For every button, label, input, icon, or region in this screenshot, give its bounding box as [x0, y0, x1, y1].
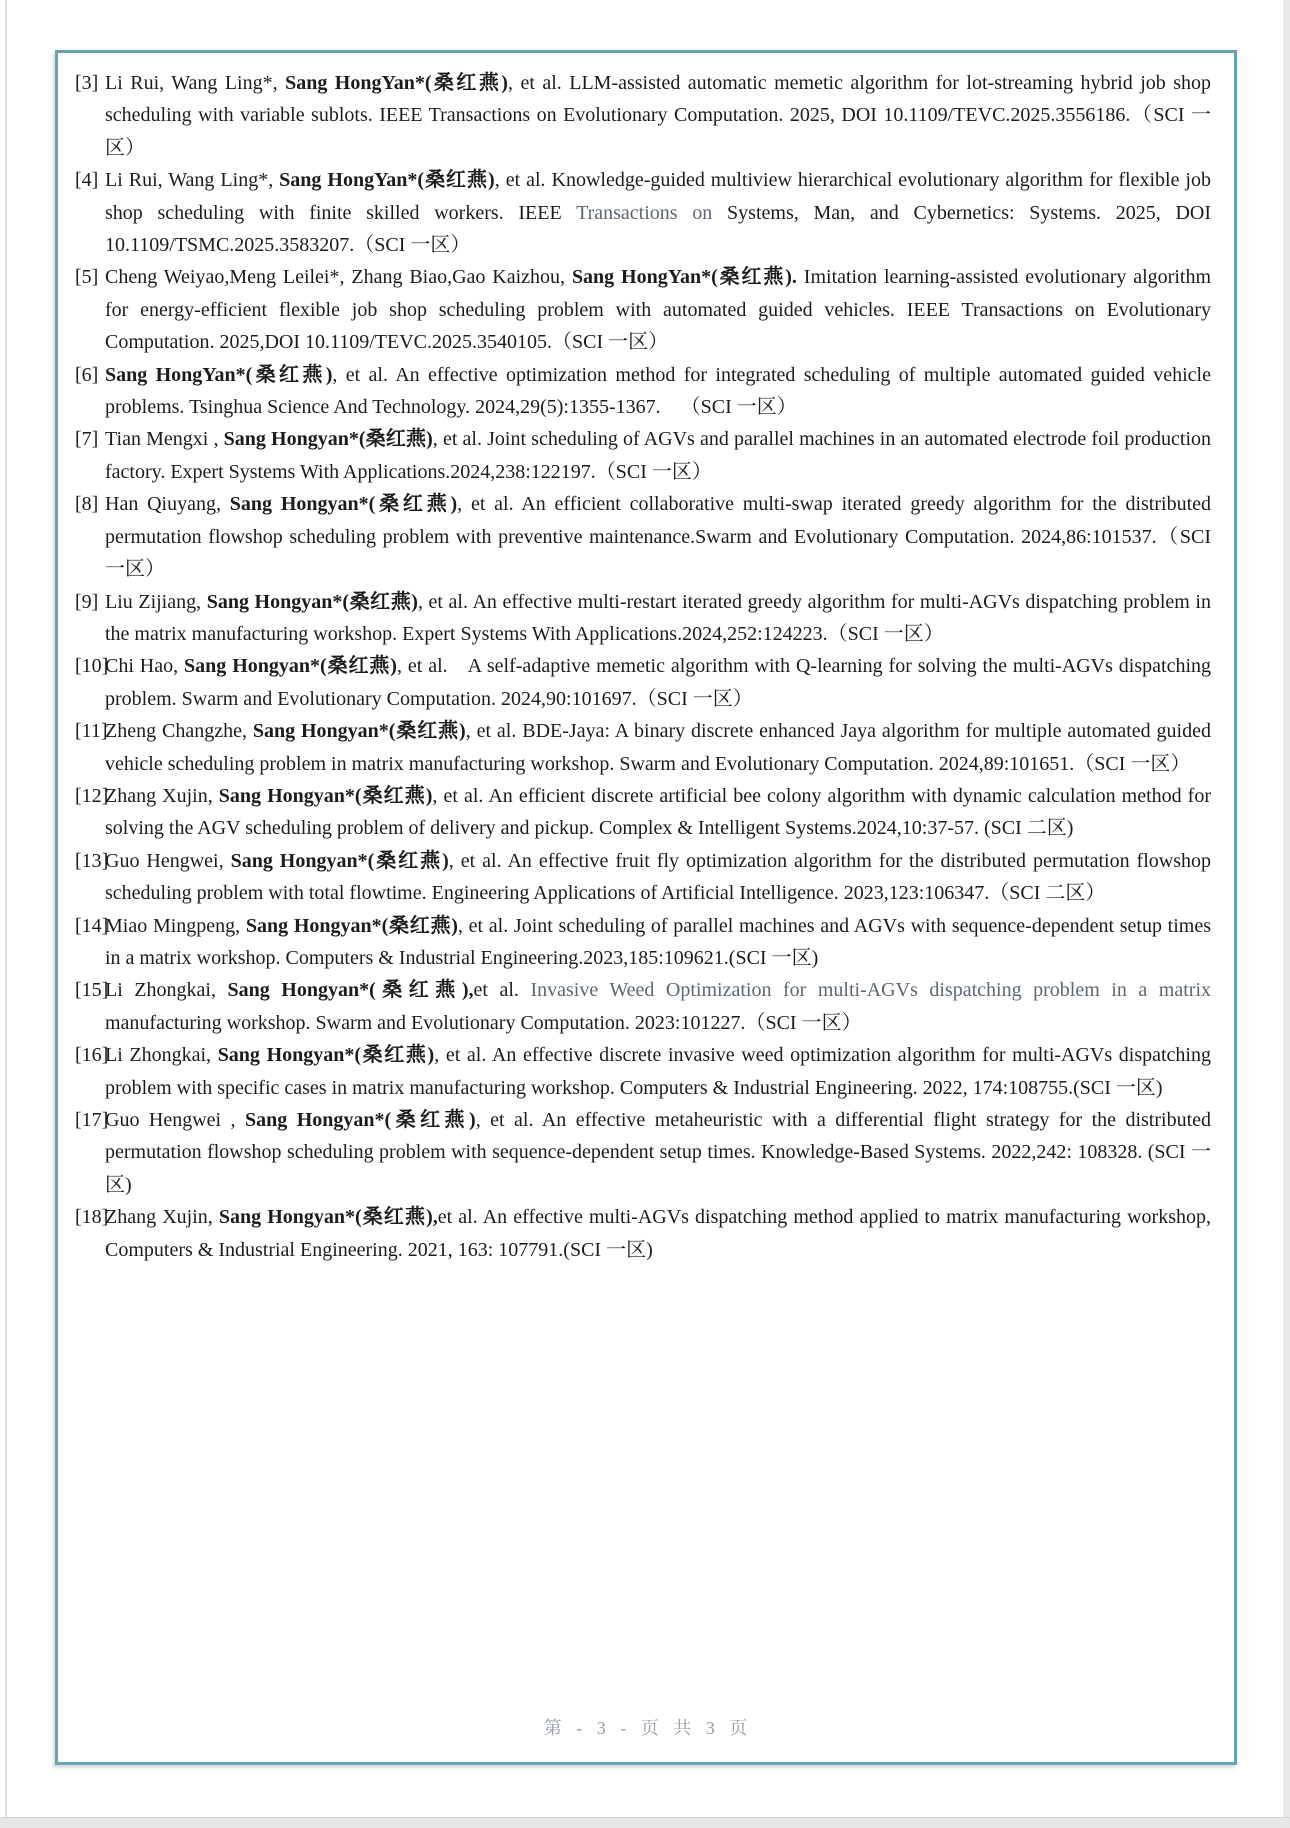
- reference-text: [105, 655, 1211, 709]
- reference-segment: Invasive Weed Optimization for multi-AGVs dispatching problem in a matrix: [530, 979, 1211, 1002]
- reference-segment: Zhang Xujin,: [105, 784, 219, 807]
- reference-segment: Systems, Man, and Cybernetics: Systems. 2025, DOI 10.1109/TSMC.2025.3583207.（SCI 一区）: [105, 201, 1212, 257]
- reference-segment: , et al. An effective fruit fly optimization algorithm for the distributed permutation flowshop scheduling problem with total flowtime. Engineering Applications of Artificial Intelligence. 2023,123:106347.（SCI 二区）: [105, 849, 1212, 905]
- reference-number: [3]: [75, 72, 99, 94]
- reference-segment: Guo Hengwei ,: [105, 1109, 246, 1131]
- page-bottom-edge: [0, 1817, 1290, 1828]
- reference-item: [75, 910, 1211, 975]
- reference-number: [7]: [75, 428, 99, 451]
- reference-segment: Li Rui, Wang Ling*,: [105, 72, 286, 94]
- reference-text: [105, 915, 1211, 969]
- publication-list: [75, 67, 1211, 1266]
- reference-number: [13]: [75, 849, 109, 872]
- reference-text: [105, 1206, 1211, 1260]
- reference-number: [9]: [75, 590, 99, 613]
- author-highlight: Sang Hongyan*(桑红燕),: [218, 1206, 438, 1229]
- reference-segment: Cheng Weiyao,Meng Leilei*, Zhang Biao,Gao Kaizhou,: [105, 266, 572, 289]
- reference-segment: Zheng Changzhe,: [105, 720, 253, 743]
- author-highlight: Sang Hongyan*(桑红燕): [252, 720, 466, 743]
- reference-text: [105, 72, 1211, 159]
- reference-number: [8]: [75, 493, 99, 516]
- reference-segment: , et al. An effective multi-restart iterated greedy algorithm for multi-AGVs dispatching problem in the matrix manufacturing workshop. Expert Systems With Applications.2024,252:124223.（SCI 一区）: [105, 590, 1211, 645]
- reference-item: [75, 164, 1211, 261]
- reference-item: [75, 423, 1211, 488]
- reference-segment: , et al. Joint scheduling of parallel machines and AGVs with sequence-dependent setup times in a matrix workshop. Computers & Industrial Engineering.2023,185:109621.(SCI 一区): [105, 914, 1211, 969]
- author-highlight: Sang HongYan*(桑红燕): [279, 169, 495, 192]
- reference-segment: , et al. An efficient collaborative multi-swap iterated greedy algorithm for the distributed permutation flowshop scheduling problem with preventive maintenance.Swarm and Evolutionary Computation. 2024,86:101537.（SCI 一区）: [105, 493, 1211, 581]
- reference-segment: Tian Mengxi ,: [105, 428, 224, 451]
- reference-segment: , et al. LLM-assisted automatic memetic algorithm for lot-streaming hybrid job shop scheduling with variable sublots. IEEE Transactions on Evolutionary Computation. 2025, DOI 10.1109/TEVC.2025.3556186.（SCI 一区）: [105, 72, 1211, 159]
- reference-text: [105, 591, 1211, 645]
- author-highlight: Sang Hongyan*(桑红燕): [229, 493, 458, 516]
- reference-item: [75, 67, 1211, 164]
- reference-item: [75, 488, 1211, 585]
- reference-segment: Li Zhongkai,: [105, 1044, 218, 1067]
- reference-segment: , et al. An effective discrete invasive weed optimization algorithm for multi-AGVs dispatching problem with specific cases in matrix manufacturing workshop. Computers & Industrial Engineering. 2022, 174:108755.(SCI 一区): [105, 1044, 1211, 1099]
- reference-number: [10]: [75, 655, 109, 678]
- author-highlight: Sang HongYan*(桑红燕): [105, 363, 333, 386]
- page-number-footer: 第 - 3 - 页 共 3 页: [543, 1718, 749, 1738]
- reference-item: [75, 359, 1211, 424]
- reference-segment: Imitation learning-assisted evolutionary algorithm for energy-efficient flexible job shop scheduling problem with automated guided vehicles. IEEE Transactions on Evolutionary Computation. 2025,DOI 10.1109/TEVC.2025.3540105.（SCI 一区）: [105, 266, 1211, 354]
- reference-segment: Transactions on: [576, 201, 713, 224]
- reference-number: [11]: [75, 720, 108, 743]
- page-left-edge: [5, 0, 7, 1817]
- reference-number: [15]: [75, 979, 109, 1002]
- reference-segment: Guo Hengwei,: [105, 849, 231, 872]
- author-highlight: Sang Hongyan*(桑红燕): [245, 914, 458, 937]
- reference-item: [75, 974, 1211, 1039]
- reference-segment: Liu Zijiang,: [105, 590, 207, 613]
- reference-segment: , et al. Knowledge-guided multiview hierarchical evolutionary algorithm for flexible job shop scheduling with finite skilled workers. IEEE: [105, 169, 1211, 224]
- reference-text: [105, 266, 1211, 353]
- reference-text: [105, 979, 1211, 1033]
- reference-item: [75, 1201, 1211, 1266]
- reference-number: [12]: [75, 784, 109, 807]
- reference-text: [105, 169, 1211, 256]
- reference-segment: , et al. An effective optimization method for integrated scheduling of multiple automated guided vehicle problems. Tsinghua Science And Technology. 2024,29(5):1355-1367. （SCI 一区）: [105, 363, 1211, 419]
- reference-segment: Li Zhongkai,: [105, 979, 228, 1002]
- reference-item: [75, 845, 1211, 910]
- reference-segment: Zhang Xujin,: [105, 1206, 219, 1229]
- author-highlight: Sang Hongyan*(桑红燕): [230, 849, 449, 872]
- reference-number: [6]: [75, 363, 99, 386]
- reference-text: [105, 364, 1211, 418]
- page-border-frame: [55, 50, 1237, 1765]
- reference-segment: , et al. Joint scheduling of AGVs and parallel machines in an automated electrode foil production factory. Expert Systems With Applications.2024,238:122197.（SCI 一区）: [105, 428, 1212, 483]
- author-highlight: Sang HongYan*(桑红燕): [285, 72, 508, 94]
- author-highlight: Sang HongYan*(桑红燕).: [571, 266, 797, 289]
- author-highlight: Sang Hongyan*(桑红燕): [245, 1109, 476, 1131]
- reference-item: [75, 780, 1211, 845]
- reference-text: [105, 1109, 1211, 1196]
- reference-text: [105, 850, 1211, 904]
- author-highlight: Sang Hongyan*(桑红燕),: [227, 979, 474, 1002]
- reference-segment: , et al. A self-adaptive memetic algorithm with Q-learning for solving the multi-AGVs dispatching problem. Swarm and Evolutionary Computation. 2024,90:101697.（SCI 一区）: [105, 655, 1212, 710]
- reference-number: [5]: [75, 266, 99, 289]
- reference-item: [75, 586, 1211, 651]
- reference-text: [105, 785, 1211, 839]
- reference-segment: Han Qiuyang,: [105, 493, 230, 516]
- reference-number: [17]: [75, 1109, 109, 1131]
- reference-text: [105, 493, 1211, 580]
- reference-item: [75, 1104, 1211, 1201]
- reference-segment: Miao Mingpeng,: [105, 914, 246, 937]
- author-highlight: Sang Hongyan*(桑红燕): [217, 1044, 435, 1067]
- reference-number: [14]: [75, 914, 109, 937]
- author-highlight: Sang Hongyan*(桑红燕): [184, 655, 397, 678]
- reference-segment: Chi Hao,: [105, 655, 185, 678]
- reference-item: [75, 1039, 1211, 1104]
- reference-segment: , et al. BDE-Jaya: A binary discrete enhanced Jaya algorithm for multiple automated guided vehicle scheduling problem in matrix manufacturing workshop. Swarm and Evolutionary Computation. 2024,89:101651.（SCI 一区）: [105, 720, 1211, 775]
- author-highlight: Sang Hongyan*(桑红燕): [223, 428, 433, 451]
- reference-number: [16]: [75, 1044, 109, 1067]
- reference-number: [18]: [75, 1206, 109, 1229]
- reference-text: [105, 428, 1211, 482]
- reference-item: [75, 650, 1211, 715]
- reference-number: [4]: [75, 169, 99, 192]
- reference-segment: et al. An effective multi-AGVs dispatching method applied to matrix manufacturing workshop, Computers & Industrial Engineering. 2021, 163: 107791.(SCI 一区): [105, 1206, 1211, 1261]
- reference-text: [105, 720, 1211, 774]
- reference-segment: et al.: [473, 979, 531, 1002]
- reference-item: [75, 261, 1211, 358]
- reference-text: [105, 1044, 1211, 1098]
- author-highlight: Sang Hongyan*(桑红燕): [206, 590, 418, 613]
- reference-segment: Li Rui, Wang Ling*,: [105, 169, 280, 192]
- author-highlight: Sang Hongyan*(桑红燕): [218, 784, 433, 807]
- reference-segment: manufacturing workshop. Swarm and Evolutionary Computation. 2023:101227.（SCI 一区）: [105, 1011, 862, 1034]
- reference-segment: , et al. An efficient discrete artificial bee colony algorithm with dynamic calculation method for solving the AGV scheduling problem of delivery and pickup. Complex & Intelligent Systems.2024,10:37-57. (SCI 二区): [105, 784, 1212, 840]
- reference-segment: , et al. An effective metaheuristic with a differential flight strategy for the distributed permutation flowshop scheduling problem with sequence-dependent setup times. Knowledge-Based Systems. 2022,242: 108328. (SCI 一区): [105, 1109, 1212, 1196]
- reference-item: [75, 715, 1211, 780]
